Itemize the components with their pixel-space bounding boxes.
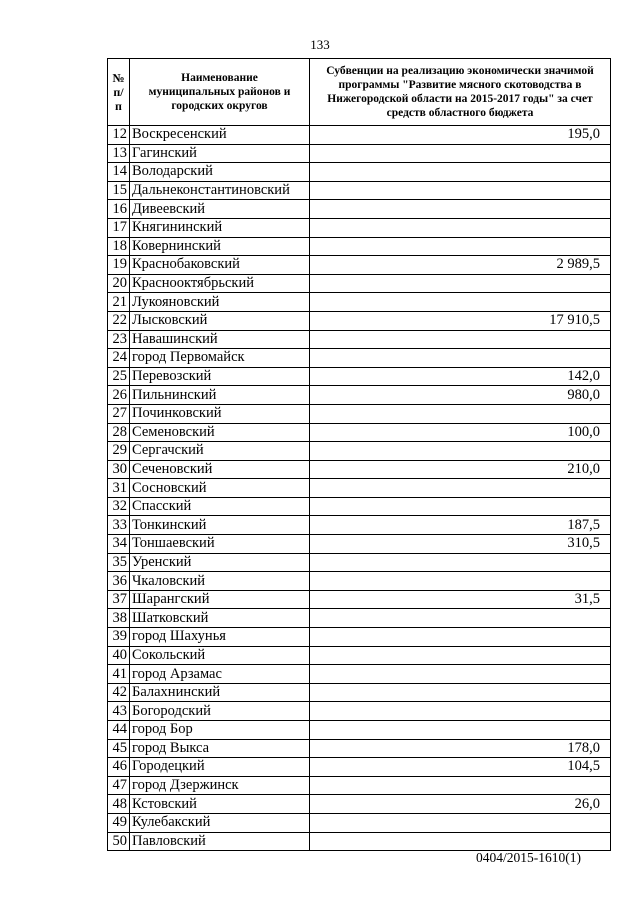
subsidy-amount: 187,5: [310, 516, 611, 535]
table-row: [108, 832, 611, 851]
row-number: 49: [108, 813, 130, 832]
municipality-name: Спасский: [130, 497, 310, 516]
table-row: [108, 460, 611, 479]
row-number: 12: [108, 126, 130, 145]
subsidy-amount: [310, 702, 611, 721]
row-number: 26: [108, 386, 130, 405]
subsidy-table: [107, 58, 611, 851]
table-row: [108, 367, 611, 386]
table-row: [108, 163, 611, 182]
subsidy-amount: 26,0: [310, 795, 611, 814]
subsidy-amount: 142,0: [310, 367, 611, 386]
row-number: 43: [108, 702, 130, 721]
table-row: [108, 293, 611, 312]
municipality-name: Лукояновский: [130, 293, 310, 312]
municipality-name: город Бор: [130, 721, 310, 740]
table-row: [108, 665, 611, 684]
subsidy-amount: [310, 181, 611, 200]
municipality-name: Павловский: [130, 832, 310, 851]
subsidy-amount: [310, 609, 611, 628]
subsidy-amount: 210,0: [310, 460, 611, 479]
row-number: 45: [108, 739, 130, 758]
municipality-name: Балахнинский: [130, 683, 310, 702]
header-subsidy: Субвенции на реализацию экономически значимой программы "Развитие мясного скотоводства в Нижегородской области на 2015-2017 годы" за счет средств областного бюджета: [310, 59, 611, 126]
municipality-name: Ковернинский: [130, 237, 310, 256]
table-row: [108, 404, 611, 423]
row-number: 31: [108, 479, 130, 498]
header-municipality-name: Наименование муниципальных районов и городских округов: [130, 59, 310, 126]
table-row: [108, 572, 611, 591]
table-row: [108, 553, 611, 572]
row-number: 21: [108, 293, 130, 312]
subsidy-amount: [310, 628, 611, 647]
subsidy-amount: [310, 200, 611, 219]
municipality-name: Дальнеконстантиновский: [130, 181, 310, 200]
table-row: [108, 442, 611, 461]
municipality-name: Гагинский: [130, 144, 310, 163]
row-number: 19: [108, 256, 130, 275]
subsidy-amount: [310, 330, 611, 349]
row-number: 42: [108, 683, 130, 702]
subsidy-amount: [310, 349, 611, 368]
municipality-name: Богородский: [130, 702, 310, 721]
subsidy-amount: 104,5: [310, 758, 611, 777]
row-number: 41: [108, 665, 130, 684]
municipality-name: Кулебакский: [130, 813, 310, 832]
table-row: [108, 479, 611, 498]
municipality-name: Навашинский: [130, 330, 310, 349]
table-row: [108, 758, 611, 777]
municipality-name: город Арзамас: [130, 665, 310, 684]
row-number: 28: [108, 423, 130, 442]
row-number: 29: [108, 442, 130, 461]
row-number: 39: [108, 628, 130, 647]
subsidy-amount: [310, 776, 611, 795]
table-row: [108, 516, 611, 535]
subsidy-amount: [310, 442, 611, 461]
municipality-name: Пильнинский: [130, 386, 310, 405]
row-number: 30: [108, 460, 130, 479]
municipality-name: Кстовский: [130, 795, 310, 814]
municipality-name: Городецкий: [130, 758, 310, 777]
municipality-name: город Первомайск: [130, 349, 310, 368]
table-row: [108, 795, 611, 814]
subsidy-amount: 980,0: [310, 386, 611, 405]
municipality-name: город Выкса: [130, 739, 310, 758]
subsidy-amount: [310, 274, 611, 293]
municipality-name: Дивеевский: [130, 200, 310, 219]
subsidy-amount: 31,5: [310, 590, 611, 609]
document-code: 0404/2015-1610(1): [476, 850, 581, 865]
table-row: [108, 535, 611, 554]
subsidy-amount: [310, 721, 611, 740]
row-number: 16: [108, 200, 130, 219]
subsidy-amount: 17 910,5: [310, 311, 611, 330]
subsidy-amount: 100,0: [310, 423, 611, 442]
municipality-name: Сергачский: [130, 442, 310, 461]
row-number: 48: [108, 795, 130, 814]
table-row: [108, 126, 611, 145]
row-number: 20: [108, 274, 130, 293]
table-body: [108, 126, 611, 851]
municipality-name: Володарский: [130, 163, 310, 182]
subsidy-amount: [310, 813, 611, 832]
table-row: [108, 423, 611, 442]
table-row: [108, 181, 611, 200]
municipality-name: Сеченовский: [130, 460, 310, 479]
subsidy-amount: [310, 237, 611, 256]
municipality-name: Воскресенский: [130, 126, 310, 145]
row-number: 38: [108, 609, 130, 628]
subsidy-amount: [310, 497, 611, 516]
municipality-name: Лысковский: [130, 311, 310, 330]
table-row: [108, 386, 611, 405]
row-number: 35: [108, 553, 130, 572]
table-row: [108, 274, 611, 293]
row-number: 17: [108, 218, 130, 237]
municipality-name: Княгининский: [130, 218, 310, 237]
row-number: 46: [108, 758, 130, 777]
row-number: 24: [108, 349, 130, 368]
municipality-name: Тоншаевский: [130, 535, 310, 554]
table-row: [108, 683, 611, 702]
table-row: [108, 646, 611, 665]
subsidy-amount: [310, 683, 611, 702]
municipality-name: Перевозский: [130, 367, 310, 386]
municipality-name: Чкаловский: [130, 572, 310, 591]
municipality-name: Сосновский: [130, 479, 310, 498]
row-number: 33: [108, 516, 130, 535]
row-number: 13: [108, 144, 130, 163]
subsidy-amount: [310, 572, 611, 591]
subsidy-amount: [310, 163, 611, 182]
table-row: [108, 311, 611, 330]
table-row: [108, 721, 611, 740]
table-row: [108, 144, 611, 163]
header-number: № п/п: [108, 59, 130, 126]
subsidy-amount: [310, 646, 611, 665]
row-number: 18: [108, 237, 130, 256]
row-number: 23: [108, 330, 130, 349]
table-row: [108, 776, 611, 795]
page-number: 133: [310, 37, 330, 52]
row-number: 14: [108, 163, 130, 182]
row-number: 32: [108, 497, 130, 516]
municipality-name: Починковский: [130, 404, 310, 423]
municipality-name: Сокольский: [130, 646, 310, 665]
row-number: 27: [108, 404, 130, 423]
table-row: [108, 330, 611, 349]
table-row: [108, 813, 611, 832]
table-row: [108, 256, 611, 275]
row-number: 40: [108, 646, 130, 665]
row-number: 22: [108, 311, 130, 330]
table-row: [108, 590, 611, 609]
table-row: [108, 349, 611, 368]
row-number: 15: [108, 181, 130, 200]
table-row: [108, 237, 611, 256]
table-row: [108, 702, 611, 721]
table-row: [108, 628, 611, 647]
subsidy-amount: [310, 144, 611, 163]
subsidy-amount: [310, 553, 611, 572]
subsidy-amount: 310,5: [310, 535, 611, 554]
municipality-name: Краснооктябрьский: [130, 274, 310, 293]
subsidy-amount: [310, 665, 611, 684]
row-number: 37: [108, 590, 130, 609]
row-number: 34: [108, 535, 130, 554]
municipality-name: Тонкинский: [130, 516, 310, 535]
table-row: [108, 218, 611, 237]
municipality-name: Шарангский: [130, 590, 310, 609]
table-row: [108, 609, 611, 628]
row-number: 25: [108, 367, 130, 386]
row-number: 36: [108, 572, 130, 591]
subsidy-amount: [310, 293, 611, 312]
row-number: 50: [108, 832, 130, 851]
subsidy-amount: [310, 479, 611, 498]
subsidy-amount: [310, 832, 611, 851]
subsidy-amount: 2 989,5: [310, 256, 611, 275]
municipality-name: город Дзержинск: [130, 776, 310, 795]
municipality-name: Краснобаковский: [130, 256, 310, 275]
subsidy-amount: [310, 218, 611, 237]
subsidy-amount: [310, 404, 611, 423]
table-row: [108, 200, 611, 219]
municipality-name: Уренский: [130, 553, 310, 572]
row-number: 47: [108, 776, 130, 795]
subsidy-amount: 178,0: [310, 739, 611, 758]
table-row: [108, 739, 611, 758]
subsidy-amount: 195,0: [310, 126, 611, 145]
table-row: [108, 497, 611, 516]
municipality-name: город Шахунья: [130, 628, 310, 647]
row-number: 44: [108, 721, 130, 740]
municipality-name: Шатковский: [130, 609, 310, 628]
table-header-row: [108, 59, 611, 126]
municipality-name: Семеновский: [130, 423, 310, 442]
